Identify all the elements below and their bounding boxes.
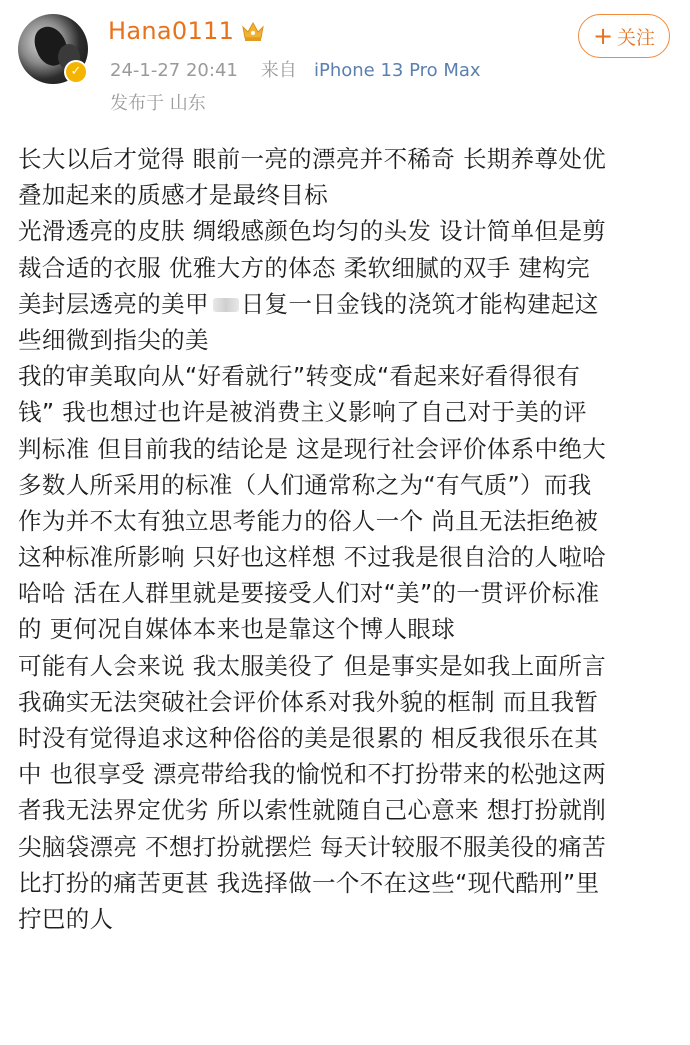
post-text-line-with-emoji (18, 286, 676, 322)
post-location: 发布于 山东 (110, 93, 206, 114)
verified-badge-icon (64, 60, 88, 84)
post-text-line: 多数人所采用的标准（人们通常称之为“有气质”）而我 (18, 470, 592, 499)
post-text-line: 时没有觉得追求这种俗俗的美是很累的 相反我很乐在其 (18, 724, 599, 752)
post-text-line: 者我无法界定优劣 所以索性就随自己心意来 想打扮就削 (18, 796, 607, 825)
check-icon: ✓ (66, 62, 86, 82)
plus-icon: + (592, 22, 614, 50)
post-text-line: 判标准 但目前我的结论是 这是现行社会评价体系中绝大 (18, 434, 607, 463)
post-text-line: 比打扮的痛苦更甚 我选择做一个不在这些“现代酷刑”里 (18, 868, 600, 897)
crown-icon (240, 19, 266, 43)
post-meta (110, 56, 481, 82)
post-text-line: 尖脑袋漂亮 不想打扮就摆烂 每天计较服不服美役的痛苦 (18, 832, 607, 861)
follow-button[interactable] (578, 14, 670, 58)
post-body (18, 141, 676, 937)
post-text-line: 的 更何况自媒体本来也是靠这个博人眼球 (18, 615, 456, 644)
post-text-line: 些细微到指尖的美 (18, 325, 209, 354)
post-text-line: 钱” 我也想过也许是被消费主义影响了自己对于美的评 (18, 398, 587, 427)
post-text-line: 哈哈 活在人群里就是要接受人们对“美”的一贯评价标准 (18, 579, 600, 608)
post-text-line: 可能有人会来说 我太服美役了 但是事实是如我上面所言 (18, 651, 607, 680)
post-text-line: 这种标准所影响 只好也这样想 不过我是很自洽的人啦哈 (18, 543, 607, 572)
username[interactable]: Hana0111 (108, 17, 235, 45)
follow-button-label: 关注 (617, 26, 656, 49)
post-text-line: 中 也很享受 漂亮带给我的愉悦和不打扮带来的松弛这两 (18, 760, 607, 789)
post-text-line: 长大以后才觉得 眼前一亮的漂亮并不稀奇 长期养尊处优 (18, 145, 607, 173)
username-row (108, 14, 266, 48)
source-device-link[interactable]: iPhone 13 Pro Max (313, 60, 481, 81)
source-prefix: 来自 (260, 60, 297, 81)
post-text-line: 裁合适的衣服 优雅大方的体态 柔软细腻的双手 建构完 (18, 253, 591, 282)
emoji-icon (213, 298, 239, 312)
post-text-line: 作为并不太有独立思考能力的俗人一个 尚且无法拒绝被 (18, 506, 599, 535)
post-header (0, 0, 690, 130)
post-text-line: 我确实无法突破社会评价体系对我外貌的框制 而且我暂 (18, 687, 599, 716)
post-text-line: 光滑透亮的皮肤 绸缎感颜色均匀的头发 设计简单但是剪 (18, 217, 607, 246)
post-text-segment: 日复一日金钱的浇筑才能构建起这 (240, 289, 599, 318)
post-text-segment: 美封层透亮的美甲 (18, 289, 209, 318)
post-text-line: 叠加起来的质感才是最终目标 (18, 181, 329, 210)
timestamp: 24-1-27 20:41 (110, 60, 238, 81)
post-text-line: 我的审美取向从“好看就行”转变成“看起来好看得很有 (18, 362, 581, 391)
post-text-line: 拧巴的人 (18, 904, 114, 933)
